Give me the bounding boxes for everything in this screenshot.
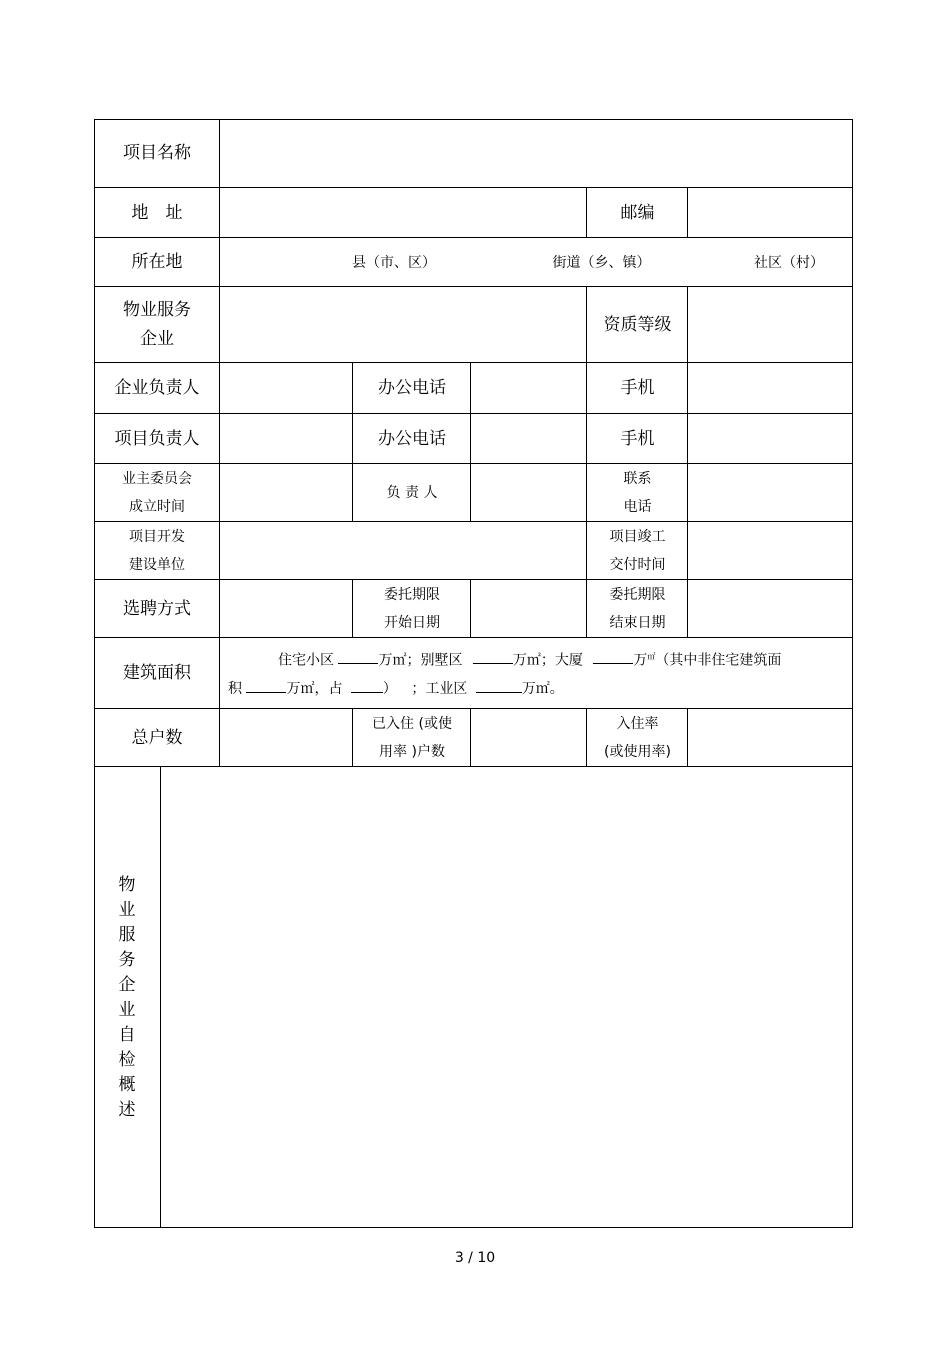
occupancy-rate-label: 入住率 (或使用率) [604, 716, 671, 760]
self-inspection-field[interactable] [161, 767, 852, 1227]
address-label: 地 址 [131, 202, 183, 223]
company-mobile-field[interactable] [688, 363, 852, 414]
occupied-households-field[interactable] [471, 709, 587, 767]
nonres-percent-blank[interactable] [351, 677, 383, 693]
postcode-field[interactable] [688, 188, 852, 238]
company-office-phone-field[interactable] [471, 363, 587, 414]
company-mobile-label: 手机 [620, 378, 655, 398]
page-number: 3 / 10 [454, 1250, 496, 1266]
committee-person-field[interactable] [471, 464, 587, 522]
project-head-label: 项目负责人 [114, 428, 200, 449]
community-label: 社区（村） [754, 254, 824, 271]
company-head-label: 企业负责人 [114, 378, 200, 398]
project-name-field[interactable] [220, 119, 852, 188]
location-label: 所在地 [131, 252, 183, 272]
address-field[interactable] [220, 188, 587, 238]
villa-area-blank[interactable] [473, 648, 513, 664]
project-mobile-label: 手机 [620, 428, 655, 449]
contract-start-label: 委托期限 开始日期 [384, 587, 440, 631]
area-line-2: 积 万㎡，占 ） ；工业区 万㎡。 [228, 675, 839, 704]
postcode-label: 邮编 [620, 202, 655, 223]
building-area-breakdown [220, 638, 853, 708]
contract-end-field[interactable] [688, 580, 852, 638]
contract-end-label: 委托期限 结束日期 [609, 587, 666, 631]
completion-date-field[interactable] [688, 522, 852, 580]
project-office-phone-field[interactable] [471, 414, 587, 464]
selection-method-label: 选聘方式 [123, 598, 191, 619]
developer-label: 项目开发 建设单位 [129, 529, 185, 573]
total-households-field[interactable] [220, 709, 353, 767]
project-name-label: 项目名称 [123, 143, 191, 163]
self-inspection-label: 物业服务企业自检概述 [118, 874, 136, 1120]
building-area-label: 建筑面积 [123, 663, 191, 683]
owners-committee-date-field[interactable] [220, 464, 353, 522]
property-company-field[interactable] [220, 287, 587, 363]
completion-date-label: 项目竣工 交付时间 [609, 529, 666, 573]
project-head-field[interactable] [220, 414, 353, 464]
qualification-field[interactable] [688, 287, 852, 363]
contract-start-field[interactable] [471, 580, 587, 638]
table-border-bottom [94, 1227, 853, 1228]
county-label: 县（市、区） [352, 254, 436, 271]
committee-person-label: 负 责 人 [386, 485, 438, 501]
project-mobile-field[interactable] [688, 414, 852, 464]
tower-area-blank[interactable] [593, 648, 633, 664]
street-label: 街道（乡、镇） [552, 254, 651, 271]
qualification-label: 资质等级 [603, 314, 672, 335]
total-households-label: 总户数 [131, 727, 183, 748]
registration-form-table [94, 119, 853, 1228]
owners-committee-label: 业主委员会 成立时间 [122, 471, 192, 515]
occupied-households-label: 已入住 (或使 用率 )户数 [372, 716, 452, 760]
company-office-phone-label: 办公电话 [378, 378, 446, 398]
committee-contact-field[interactable] [688, 464, 852, 522]
occupancy-rate-field[interactable] [688, 709, 852, 767]
selection-method-field[interactable] [220, 580, 353, 638]
committee-contact-label: 联系 电话 [623, 471, 652, 515]
industrial-area-blank[interactable] [476, 677, 522, 693]
residential-area-blank[interactable] [338, 648, 378, 664]
company-head-field[interactable] [220, 363, 353, 414]
area-line-1: 住宅小区 万㎡；别墅区 万㎡；大厦 万㎡（其中非住宅建筑面 [228, 642, 839, 676]
nonres-area-blank[interactable] [246, 677, 286, 693]
property-company-label: 物业服务 企业 [123, 300, 191, 349]
developer-field[interactable] [220, 522, 587, 580]
project-office-phone-label: 办公电话 [378, 428, 446, 449]
